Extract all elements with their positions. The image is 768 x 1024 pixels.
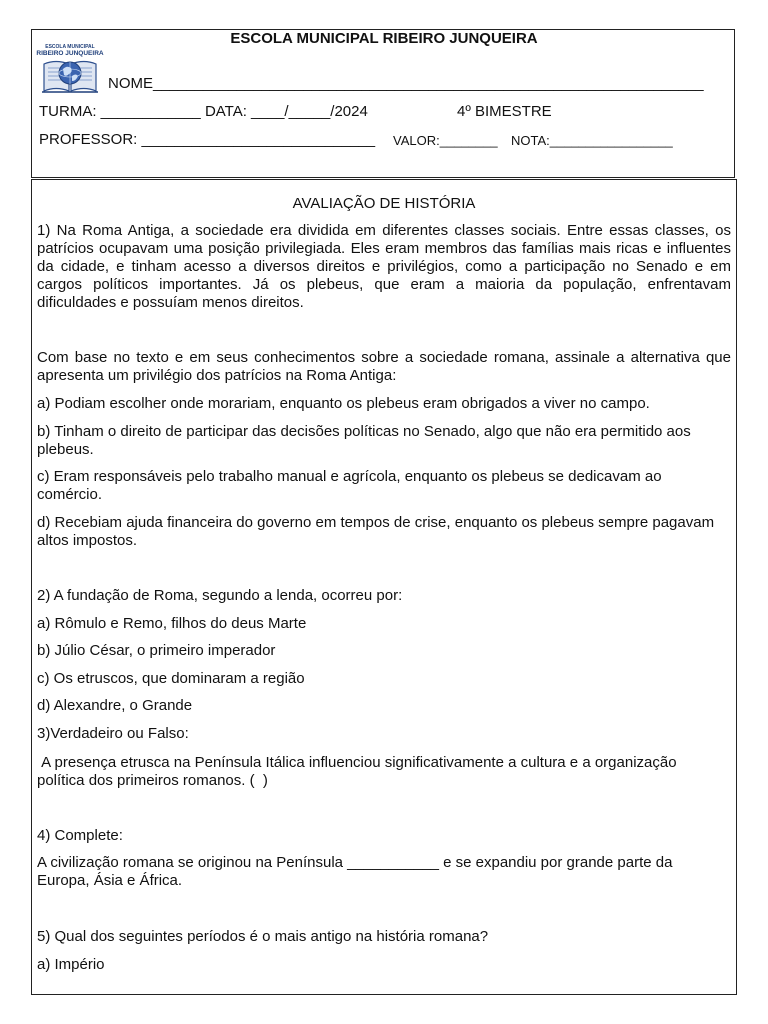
question-2-option-c[interactable]: c) Os etruscos, que dominaram a região xyxy=(37,670,305,687)
school-logo xyxy=(36,42,104,96)
turma-date-field[interactable]: TURMA: ____________ DATA: ____/_____/2024 xyxy=(39,103,368,120)
professor-field[interactable]: PROFESSOR: ____________________________ xyxy=(39,131,376,148)
question-4-statement[interactable]: A civilização romana se originou na Península ___________ e se expandiu por grande parte da Europa, Ásia e África. xyxy=(37,854,673,889)
logo-text-main: RIBEIRO JUNQUEIRA xyxy=(36,50,104,57)
question-1-prompt: Com base no texto e em seus conhecimentos sobre a sociedade romana, assinale a alternativa que apresenta um privilégio dos patrícios na Roma Antiga: xyxy=(37,349,731,384)
question-5-text: 5) Qual dos seguintes períodos é o mais antigo na história romana? xyxy=(37,928,489,945)
question-2-option-b[interactable]: b) Júlio César, o primeiro imperador xyxy=(37,642,276,659)
question-1-option-c[interactable]: c) Eram responsáveis pelo trabalho manual e agrícola, enquanto os plebeus se dedicavam ao comércio. xyxy=(37,468,662,503)
question-3-statement[interactable]: A presença etrusca na Península Itálica influenciou significativamente a cultura e a organização política dos primeiros romanos. ( ) xyxy=(37,754,681,789)
valor-field[interactable]: VALOR:________ xyxy=(393,133,498,148)
question-2-option-a[interactable]: a) Rômulo e Remo, filhos do deus Marte xyxy=(37,615,307,632)
exam-title: AVALIAÇÃO DE HISTÓRIA xyxy=(292,195,476,212)
question-2-text: 2) A fundação de Roma, segundo a lenda, ocorreu por: xyxy=(37,587,403,604)
question-2-option-d[interactable]: d) Alexandre, o Grande xyxy=(37,697,193,714)
nota-field[interactable]: NOTA:_________________ xyxy=(511,133,673,148)
question-4-text: 4) Complete: xyxy=(37,827,123,844)
logo-text-top: ESCOLA MUNICIPAL xyxy=(45,44,95,50)
bimestre-label: 4º BIMESTRE xyxy=(457,103,552,120)
question-1-option-d[interactable]: d) Recebiam ajuda financeira do governo em tempos de crise, enquanto os plebeus sempre pagavam altos impostos. xyxy=(37,514,715,549)
school-name: ESCOLA MUNICIPAL RIBEIRO JUNQUEIRA xyxy=(230,30,538,47)
question-3-text: 3)Verdadeiro ou Falso: xyxy=(37,725,189,742)
name-field[interactable]: NOME__________________________________________________________________ xyxy=(108,75,704,92)
question-1-option-a[interactable]: a) Podiam escolher onde morariam, enquanto os plebeus eram obrigados a viver no campo. xyxy=(37,395,650,412)
question-1-option-b[interactable]: b) Tinham o direito de participar das decisões políticas no Senado, algo que não era permitido aos plebeus. xyxy=(37,423,691,458)
question-1-text: 1) Na Roma Antiga, a sociedade era dividida em diferentes classes sociais. Entre essas classes, os patrícios ocupavam uma posição privilegiada. Eles eram membros das famílias mais ricas e influentes da cidade, e tinham acesso a diversos direitos e privilégios, como a participação no Senado e em cargos políticos importantes. Já os plebeus, que eram a maioria da população, enfrentavam dificuldades e possuíam menos direitos. xyxy=(37,222,731,311)
question-5-option-a[interactable]: a) Império xyxy=(37,956,105,973)
